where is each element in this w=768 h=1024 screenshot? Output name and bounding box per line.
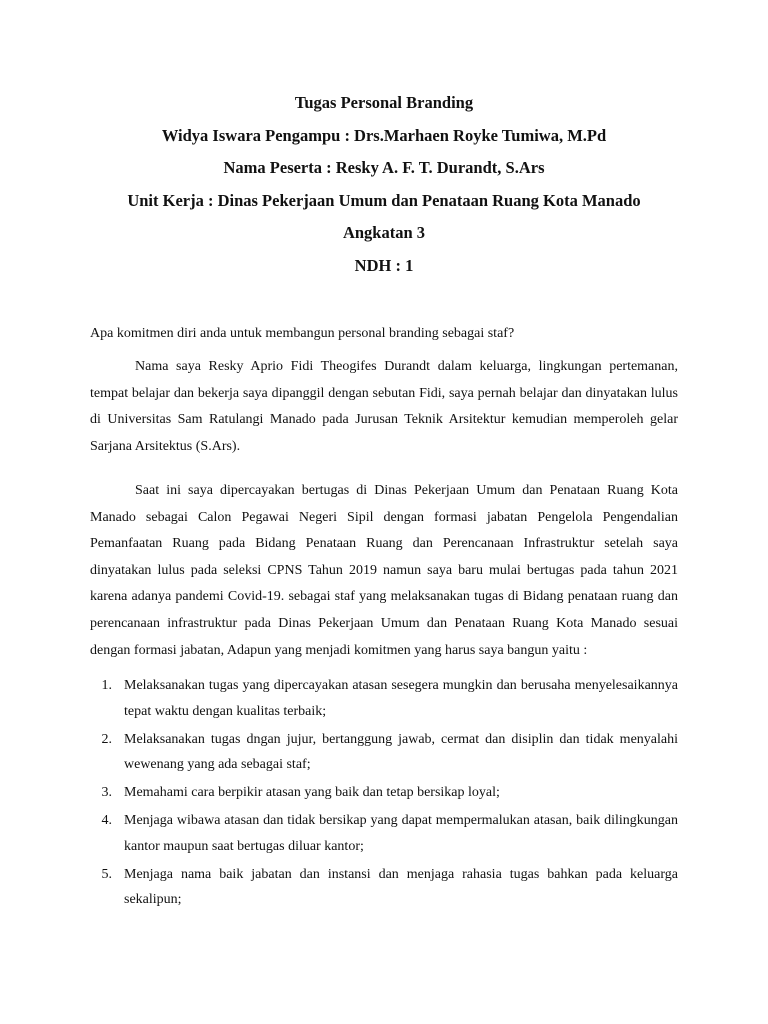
list-item-text: Memahami cara berpikir atasan yang baik dan tetap bersikap loyal; xyxy=(124,785,500,800)
instructor-line: Widya Iswara Pengampu : Drs.Marhaen Royke Tumiwa, M.Pd xyxy=(161,125,607,145)
list-item-text: Menjaga nama baik jabatan dan instansi dan menjaga rahasia tugas bahkan pada keluarga sekalipun; xyxy=(124,866,678,907)
list-item xyxy=(90,727,678,778)
list-item-number: 5. xyxy=(101,866,112,882)
document-title: Tugas Personal Branding xyxy=(294,93,474,112)
list-item xyxy=(90,808,678,859)
paragraph-current-role: Saat ini saya dipercayakan bertugas di Dinas Pekerjaan Umum dan Penataan Ruang Kota Manado sebagai Calon Pegawai Negeri Sipil dengan formasi jabatan Pengelola Pengendalian Pemanfaatan Ruang pada Bidang Penataan Ruang dan Perencanaan Infrastruktur setelah saya dinyatakan lulus pada seleksi CPNS Tahun 2019 namun saya baru mulai bertugas pada tahun 2021 karena adanya pandemi Covid-19. sebagai staf yang melaksanakan tugas di Bidang penataan ruang dan perencanaan infrastruktur pada Dinas Pekerjaan Umum dan Penataan Ruang Kota Manado sesuai dengan formasi jabatan, Adapun yang menjadi komitmen yang harus saya bangun yaitu : xyxy=(90,483,678,658)
list-item-number: 2. xyxy=(101,731,112,747)
list-item xyxy=(90,673,678,724)
list-item-text: Menjaga wibawa atasan dan tidak bersikap yang dapat mempermalukan atasan, baik dilingkungan kantor maupun saat bertugas diluar kantor; xyxy=(124,813,678,854)
paragraph-intro: Nama saya Resky Aprio Fidi Theogifes Durandt dalam keluarga, lingkungan pertemanan, tempat belajar dan bekerja saya dipanggil dengan sebutan Fidi, saya pernah belajar dan dinyatakan lulus di Universitas Sam Ratulangi Manado pada Jurusan Teknik Arsitektur kemudian memperoleh gelar Sarjana Arsitektus (S.Ars). xyxy=(90,359,678,454)
commitment-list xyxy=(90,673,678,915)
participant-line: Nama Peserta : Resky A. F. T. Durandt, S.Ars xyxy=(223,158,545,177)
question-text: Apa komitmen diri anda untuk membangun personal branding sebagai staf? xyxy=(90,326,515,341)
list-item-text: Melaksanakan tugas yang dipercayakan atasan sesegera mungkin dan berusaha menyelesaikannya tepat waktu dengan kualitas terbaik; xyxy=(124,678,678,719)
list-item xyxy=(90,780,678,806)
work-unit-line: Unit Kerja : Dinas Pekerjaan Umum dan Penataan Ruang Kota Manado xyxy=(127,190,641,210)
list-item xyxy=(90,862,678,913)
ndh-line: NDH : 1 xyxy=(354,255,414,275)
list-item-number: 3. xyxy=(101,785,112,800)
list-item-number: 4. xyxy=(101,813,112,828)
document-header xyxy=(90,90,678,285)
list-item-number: 1. xyxy=(101,678,112,693)
batch-line: Angkatan 3 xyxy=(342,223,426,242)
list-item-text: Melaksanakan tugas dngan jujur, bertanggung jawab, cermat dan disiplin dan tidak menyalahi wewenang yang ada sebagai staf; xyxy=(124,731,678,772)
